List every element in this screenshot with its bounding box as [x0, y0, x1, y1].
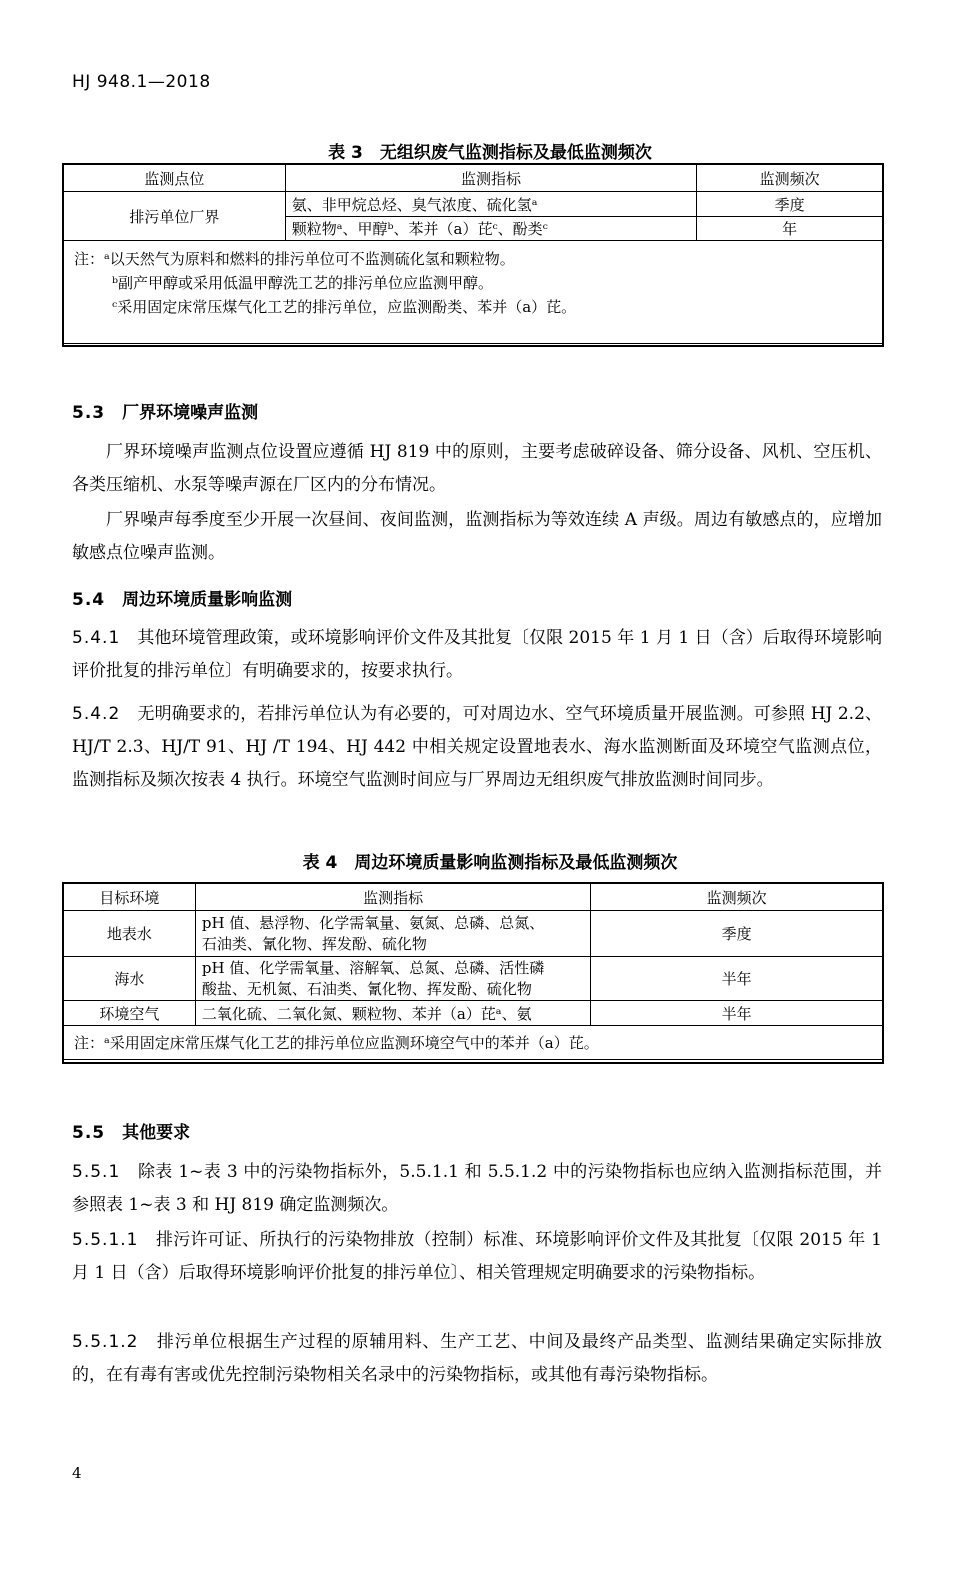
clause-text: 除表 1~表 3 中的污染物指标外，5.5.1.1 和 5.5.1.2 中的污染物指标也应纳入监测指标范围，并参照表 1~表 3 和 HJ 819 确定监测频次。 — [72, 1162, 883, 1215]
table3-frequency-cell: 季度 — [697, 192, 883, 217]
table4-indicator-cell — [195, 911, 591, 957]
table3 — [63, 164, 883, 344]
table3-header-row — [64, 165, 883, 192]
table3-indicator-cell: 颗粒物ᵃ、甲醇ᵇ、苯并（a）芘ᶜ、酚类ᶜ — [285, 217, 696, 241]
clause-text: 其他环境管理政策，或环境影响评价文件及其批复〔仅限 2015 年 1 月 1 日（含）后取得环境影响评价批复的排污单位〕有明确要求的，按要求执行。 — [72, 628, 882, 681]
paragraph-5-4-1 — [72, 622, 882, 688]
table4-header-indicators: 监测指标 — [195, 884, 591, 911]
section-number: 5.4 — [72, 590, 106, 610]
table-row — [64, 911, 883, 957]
table3-notes — [64, 241, 883, 344]
table4-indicator-cell: 二氧化硫、二氧化氮、颗粒物、苯并（a）芘ᵃ、氨 — [195, 1001, 591, 1026]
paragraph: 厂界噪声每季度至少开展一次昼间、夜间监测，监测指标为等效连续 A 声级。周边有敏感点的，应增加敏感点位噪声监测。 — [72, 510, 882, 563]
table3-note-a: 注：ᵃ以天然气为原料和燃料的排污单位可不监测硫化氢和颗粒物。 — [74, 250, 515, 268]
paragraph-5-4-2 — [72, 698, 882, 797]
table4-note: 注：ᵃ采用固定床常压煤气化工艺的排污单位应监测环境空气中的苯并（a）芘。 — [64, 1026, 883, 1060]
standard-code: HJ 948.1—2018 — [72, 72, 211, 92]
table4-env-cell: 地表水 — [64, 911, 196, 957]
paragraph-5-5-1-2 — [72, 1326, 882, 1392]
table3-header-frequency: 监测频次 — [697, 165, 883, 192]
table4 — [63, 883, 883, 1060]
table4-frequency-cell: 半年 — [591, 957, 883, 1001]
table3-note-b: ᵇ副产甲醇或采用低温甲醇洗工艺的排污单位应监测甲醇。 — [112, 274, 494, 292]
section-title: 周边环境质量影响监测 — [122, 590, 293, 610]
table4-env-cell: 海水 — [64, 957, 196, 1001]
section-number: 5.5 — [72, 1123, 106, 1143]
table3-header-location: 监测点位 — [64, 165, 286, 192]
table3-caption: 表 3 无组织废气监测指标及最低监测频次 — [328, 143, 652, 163]
clause-text: 排污许可证、所执行的污染物排放（控制）标准、环境影响评价文件及其批复〔仅限 2015 年 1 月 1 日（含）后取得环境影响评价批复的排污单位〕、相关管理规定明确要求的污染物指标。 — [72, 1230, 883, 1283]
clause-number: 5.5.1 — [72, 1162, 121, 1182]
clause-number: 5.4.2 — [72, 704, 121, 724]
table4-header-row — [64, 884, 883, 911]
table3-frequency-cell: 年 — [697, 217, 883, 241]
table4-env-cell: 环境空气 — [64, 1001, 196, 1026]
indicator-line: 酸盐、无机氮、石油类、氰化物、挥发酚、硫化物 — [201, 979, 532, 998]
section-5-4-heading — [72, 585, 292, 610]
paragraph-5-5-1 — [72, 1156, 882, 1222]
table3-location-cell: 排污单位厂界 — [64, 192, 286, 241]
table4-caption: 表 4 周边环境质量影响监测指标及最低监测频次 — [302, 853, 678, 873]
indicator-line: pH 值、悬浮物、化学需氧量、氨氮、总磷、总氮、 — [201, 913, 545, 932]
indicator-line: 石油类、氰化物、挥发酚、硫化物 — [201, 934, 427, 953]
table4-frequency-cell: 半年 — [591, 1001, 883, 1026]
section-title: 其他要求 — [122, 1123, 191, 1143]
clause-text: 排污单位根据生产过程的原辅用料、生产工艺、中间及最终产品类型、监测结果确定实际排放的，在有毒有害或优先控制污染物相关名录中的污染物指标，或其他有毒污染物指标。 — [72, 1332, 882, 1385]
paragraph: 厂界环境噪声监测点位设置应遵循 HJ 819 中的原则，主要考虑破碎设备、筛分设备、风机、空压机、各类压缩机、水泵等噪声源在厂区内的分布情况。 — [72, 442, 882, 495]
table3-note-c: ᶜ采用固定床常压煤气化工艺的排污单位，应监测酚类、苯并（a）芘。 — [112, 298, 577, 316]
section-number: 5.3 — [72, 403, 106, 423]
indicator-line: pH 值、化学需氧量、溶解氧、总氮、总磷、活性磷 — [201, 958, 545, 977]
table3-indicator-cell: 氨、非甲烷总烃、臭气浓度、硫化氢ᵃ — [285, 192, 696, 217]
clause-number: 5.4.1 — [72, 628, 121, 648]
table-row — [64, 1001, 883, 1026]
table4-frequency-cell: 季度 — [591, 911, 883, 957]
table4-note-row — [64, 1026, 883, 1060]
clause-number: 5.5.1.1 — [72, 1230, 139, 1250]
clause-text: 无明确要求的，若排污单位认为有必要的，可对周边水、空气环境质量开展监测。可参照 HJ 2.2、HJ/T 2.3、HJ/T 91、HJ /T 194、HJ 442 中相关规定设置地表水、海水监测断面及环境空气监测点位，监测指标及频次按表 4 执行。环境空气监测时间应与厂界周边无组织废气排放监测时间同步。 — [72, 704, 883, 790]
table4-header-env: 目标环境 — [64, 884, 196, 911]
table3-notes-row — [64, 241, 883, 344]
section-title: 厂界环境噪声监测 — [122, 403, 259, 423]
section-5-5-heading — [72, 1118, 190, 1143]
table-row — [64, 957, 883, 1001]
table4-indicator-cell — [195, 957, 591, 1001]
paragraph-5-5-1-1 — [72, 1224, 882, 1290]
table-row — [64, 192, 883, 217]
table3-header-indicators: 监测指标 — [285, 165, 696, 192]
clause-number: 5.5.1.2 — [72, 1332, 139, 1352]
table4-header-frequency: 监测频次 — [591, 884, 883, 911]
page-number: 4 — [72, 1464, 82, 1482]
section-5-3-heading — [72, 398, 258, 423]
